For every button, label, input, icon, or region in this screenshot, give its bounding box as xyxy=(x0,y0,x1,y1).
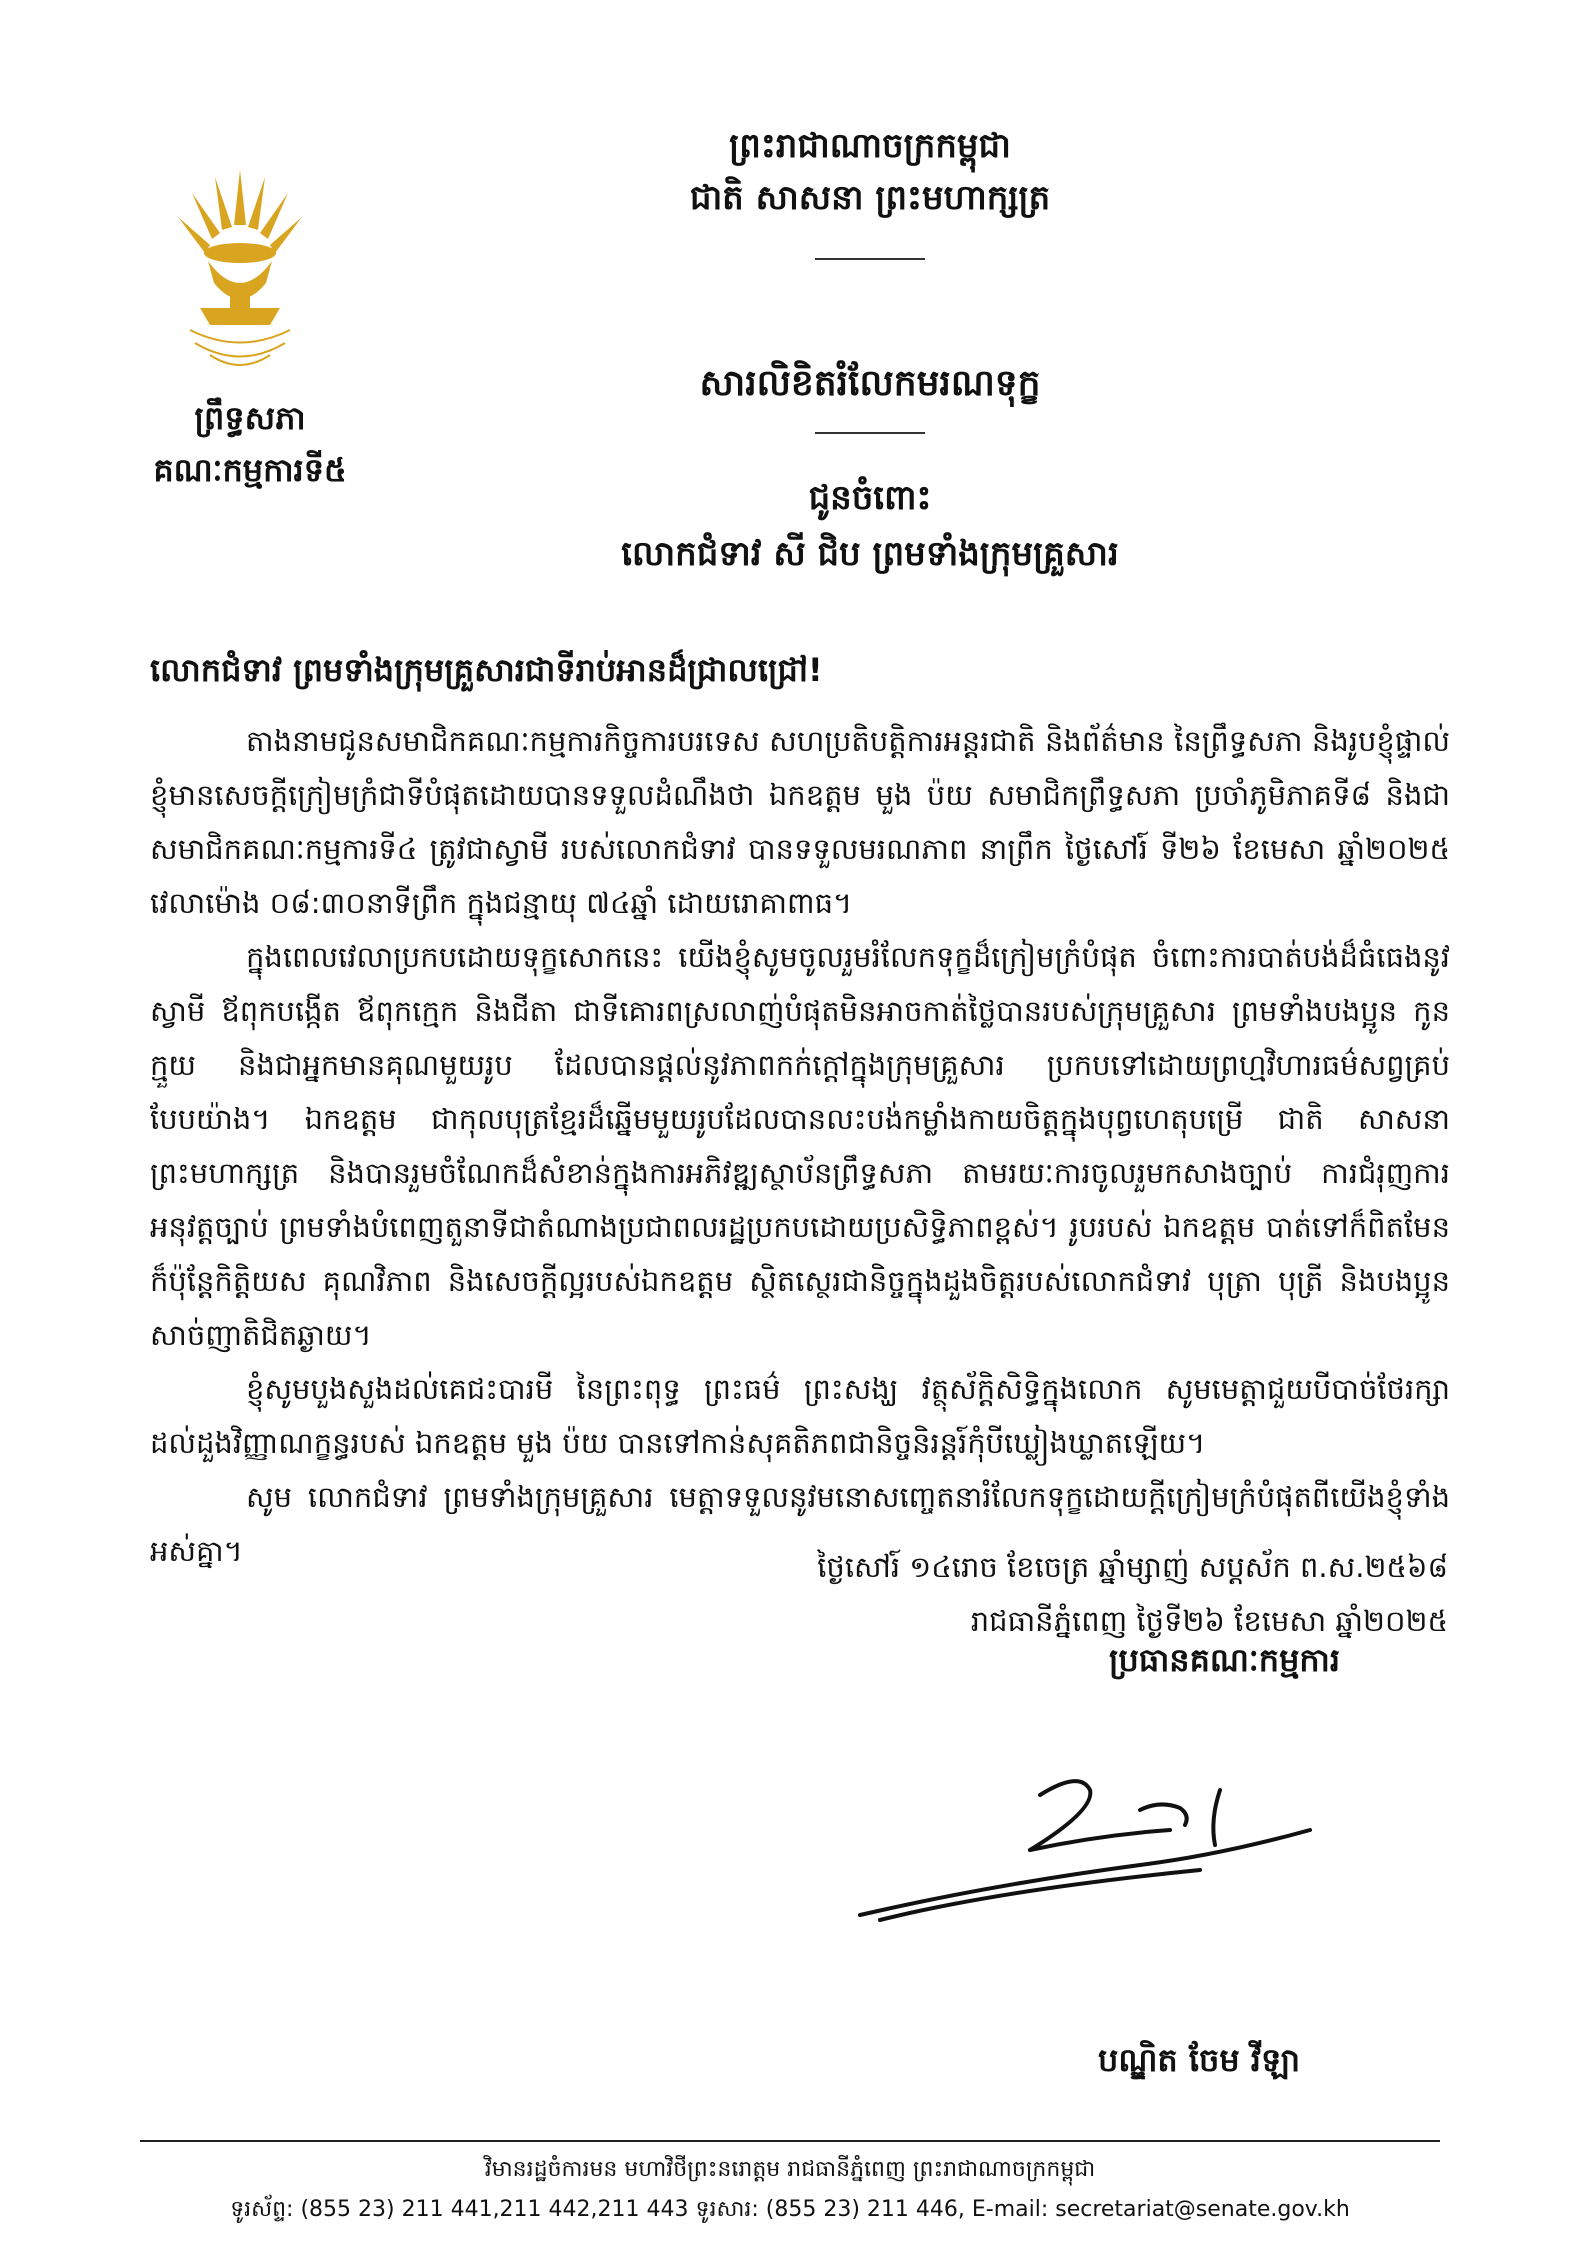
paragraph-3: ខ្ញុំសូមបួងសួងដល់គេជះបារមី នៃព្រះពុទ្ធ ព្រះធម៌ ព្រះសង្ឃ វត្ថុស័ក្តិសិទ្ធិក្នុងលោក សូមមេត្តាជួយបីបាច់ថែរក្សាដល់ដួងវិញ្ញាណក្ខន្ធរបស់ ឯកឧត្តម មួង ប៉យ បានទៅកាន់សុគតិភពជានិច្ចនិរន្តរ៍កុំបីឃ្លៀងឃ្លាតឡើយ។ xyxy=(150,1372,1450,1460)
date-block xyxy=(548,1540,1448,1648)
senate-emblem-icon xyxy=(170,165,310,375)
organization-name: ព្រឹទ្ធសភា xyxy=(194,399,306,437)
solar-date: រាជធានីភ្នំពេញ ថ្ងៃទី២៦ ខែមេសា ឆ្នាំ២០២៥ xyxy=(970,1604,1448,1638)
lunar-date: ថ្ងៃសៅរ៍ ១៤រោច ខែចេត្រ ឆ្នាំម្សាញ់ សប្តស័ក ព.ស.២៥៦៨ xyxy=(817,1550,1448,1584)
recipient-name: លោកជំទាវ សី ជិប ព្រមទាំងក្រុមគ្រួសារ xyxy=(621,534,1119,574)
recipient-to: ជូនចំពោះ xyxy=(808,478,932,518)
handwritten-signature xyxy=(840,1740,1340,1940)
header-block xyxy=(560,120,1180,224)
committee-name: គណៈកម្មការទី៥ xyxy=(153,451,347,489)
footer-contact: ទូរស័ព្ទ: (855 23) 211 441,211 442,211 443 ទូរសារ: (855 23) 211 446, E-mail: secretariat@senate.gov.kh xyxy=(230,2197,1350,2222)
paragraph-1: តាងនាមជូនសមាជិកគណៈកម្មការកិច្ចការបរទេស សហប្រតិបត្តិការអន្តរជាតិ និងព័ត៌មាន នៃព្រឹទ្ធសភា និងរូបខ្ញុំផ្ទាល់ ខ្ញុំមានសេចក្តីក្រៀមក្រំជាទីបំផុតដោយបានទទួលដំណឹងថា ឯកឧត្តម មួង ប៉យ សមាជិកព្រឹទ្ធសភា ប្រចាំភូមិភាគទី៨ និងជាសមាជិកគណៈកម្មការទី៤ ត្រូវជាស្វាមី របស់លោកជំទាវ បានទទួលមរណភាព នាព្រឹក ថ្ងៃសៅរ៍ ទី២៦ ខែមេសា ឆ្នាំ២០២៥ វេលាម៉ោង ០៨:៣០នាទីព្រឹក ក្នុងជន្មាយុ ៧៤ឆ្នាំ ដោយរោគាពាធ។ xyxy=(150,724,1450,920)
footer xyxy=(140,2150,1440,2230)
title-separator xyxy=(815,432,925,434)
national-motto: ជាតិ សាសនា ព្រះមហាក្សត្រ xyxy=(689,178,1051,218)
kingdom-title: ព្រះរាជាណាចក្រកម្ពុជា xyxy=(729,126,1011,166)
salutation: លោកជំទាវ ព្រមទាំងក្រុមគ្រួសារជាទីរាប់អានដ៏ជ្រាលជ្រៅ! xyxy=(150,651,823,689)
organization-block xyxy=(100,392,400,496)
footer-rule xyxy=(140,2140,1440,2142)
signatory-title: ប្រធានគណៈកម្មការ xyxy=(1108,1641,1340,1679)
letter-body xyxy=(150,714,1450,1578)
paragraph-2: ក្នុងពេលវេលាប្រកបដោយទុក្ខសោកនេះ យើងខ្ញុំសូមចូលរួមរំលែកទុក្ខដ៏ក្រៀមក្រំបំផុត ចំពោះការបាត់បង់ដ៏ធំធេងនូវស្វាមី ឪពុកបង្កើត ឪពុកក្មេក និងជីតា ជាទីគោរពស្រលាញ់បំផុតមិនអាចកាត់ថ្លៃបានរបស់ក្រុមគ្រួសារ ព្រមទាំងបងប្អូន កូនក្មួយ និងជាអ្នកមានគុណមួយរូប ដែលបានផ្តល់នូវភាពកក់ក្តៅក្នុងក្រុមគ្រួសារ ប្រកបទៅដោយព្រហ្មវិហារធម៌សព្វគ្រប់បែបយ៉ាង។ ឯកឧត្តម ជាកុលបុត្រខ្មែរដ៏ឆ្នើមមួយរូបដែលបានលះបង់កម្លាំងកាយចិត្តក្នុងបុព្វហេតុបម្រើ ជាតិ សាសនា ព្រះមហាក្សត្រ និងបានរួមចំណែកដ៏សំខាន់ក្នុងការអភិវឌ្ឍស្ថាប័នព្រឹទ្ធសភា តាមរយៈការចូលរួមកសាងច្បាប់ ការជំរុញការអនុវត្តច្បាប់ ព្រមទាំងបំពេញតួនាទីជាតំណាងប្រជាពលរដ្ឋប្រកបដោយប្រសិទ្ធិភាពខ្ពស់។ រូបរបស់ ឯកឧត្តម បាត់ទៅក៏ពិតមែន ក៏ប៉ុន្តែកិត្តិយស គុណវិភាព និងសេចក្តីល្អរបស់ឯកឧត្តម ស្ថិតស្ថេរជានិច្ចក្នុងដួងចិត្តរបស់លោកជំទាវ បុត្រា បុត្រី និងបងប្អូនសាច់ញាតិជិតឆ្ងាយ។ xyxy=(150,940,1450,1352)
footer-address: វិមានរដ្ឋចំការមន មហាវិថីព្រះនរោត្តម រាជធានីភ្នំពេញ ព្រះរាជាណាចក្រកម្ពុជា xyxy=(484,2157,1096,2182)
letter-title: សារលិខិតរំលែកមរណទុក្ខ xyxy=(699,363,1041,404)
paragraph-4: សូម លោកជំទាវ ព្រមទាំងក្រុមគ្រួសារ មេត្តាទទួលនូវមនោសញ្ចេតនារំលែកទុក្ខដោយក្តីក្រៀមក្រំបំផុតពីយើងខ្ញុំទាំងអស់គ្នា។ xyxy=(150,1480,1450,1568)
header-separator xyxy=(815,258,925,260)
signatory-name: បណ្ឌិត ចែម វីឡា xyxy=(1098,2041,1300,2079)
recipient-block xyxy=(460,470,1280,582)
